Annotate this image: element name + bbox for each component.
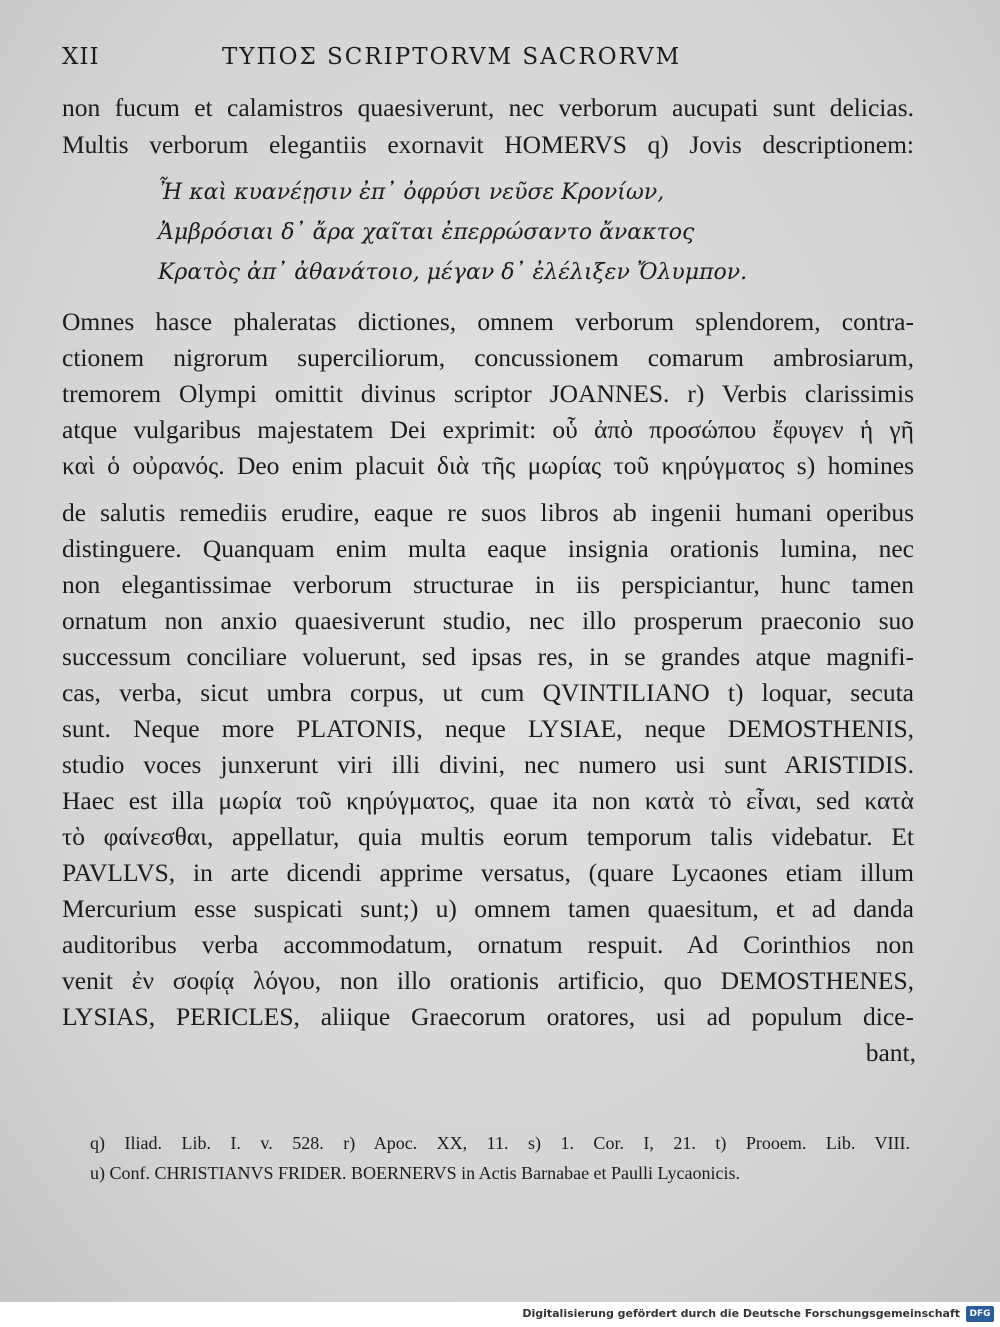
dfg-logo-icon: DFG — [966, 1306, 994, 1322]
body-line: LYSIAS, PERICLES, aliique Graecorum oratores, usi ad populum dice- — [62, 1002, 914, 1031]
body-line: tremorem Olympi omittit divinus scriptor JOANNES. r) Verbis clarissimis — [62, 379, 914, 408]
body-line: καὶ ὁ οὐρανός. Deo enim placuit διὰ τῆς μωρίας τοῦ κηρύγματος s) homines — [62, 451, 914, 480]
credit-bar — [0, 1302, 1000, 1327]
verse-line: Κρατὸς ἀπ᾽ ἀθανάτοιο, μέγαν δ᾽ ἐλέλιξεν Ὄλυμπον. — [158, 260, 748, 285]
verse-line: Ἀμβρόσιαι δ᾽ ἄρα χαῖται ἐπερρώσαντο ἄνακτος — [158, 220, 695, 245]
body-line: ctionem nigrorum superciliorum, concussionem comarum ambrosiarum, — [62, 343, 914, 372]
body-line: atque vulgaribus majestatem Dei exprimit: οὗ ἀπὸ προσώπου ἔφυγεν ἡ γῆ — [62, 415, 914, 444]
page-number: XII — [62, 44, 100, 70]
page-header — [62, 44, 920, 80]
body-line: Multis verborum elegantiis exornavit HOMERVS q) Jovis descriptionem: — [62, 130, 914, 159]
body-line: τὸ φαίνεσθαι, appellatur, quia multis eorum temporum talis videbatur. Et — [62, 822, 914, 851]
body-line: Mercurium esse suspicati sunt;) u) omnem tamen quaesitum, et ad danda — [62, 894, 914, 923]
body-line: distinguere. Quanquam enim multa eaque insignia orationis lumina, nec — [62, 534, 914, 563]
body-line: ornatum non anxio quaesiverunt studio, nec illo prosperum praeconio suo — [62, 606, 914, 635]
body-line: non fucum et calamistros quaesiverunt, nec verborum aucupati sunt delicias. — [62, 93, 914, 122]
body-line: Omnes hasce phaleratas dictiones, omnem verborum splendorem, contra- — [62, 307, 914, 336]
body-line: non elegantissimae verborum structurae in iis perspiciantur, hunc tamen — [62, 570, 914, 599]
footnote-line: u) Conf. CHRISTIANVS FRIDER. BOERNERVS in Actis Barnabae et Paulli Lycaonicis. — [90, 1163, 741, 1183]
body-line: PAVLLVS, in arte dicendi apprime versatus, (quare Lycaones etiam illum — [62, 858, 914, 887]
body-line: venit ἐν σοφίᾳ λόγου, non illo orationis artificio, quo DEMOSTHENES, — [62, 966, 914, 995]
body-line: de salutis remediis erudire, eaque re suos libros ab ingenii humani operibus — [62, 498, 914, 527]
body-line: sunt. Neque more PLATONIS, neque LYSIAE, neque DEMOSTHENIS, — [62, 714, 914, 743]
credit-text: Digitalisierung gefördert durch die Deutsche Forschungsgemeinschaft — [522, 1307, 960, 1320]
body-line: studio voces junxerunt viri illi divini, nec numero usi sunt ARISTIDIS. — [62, 750, 914, 779]
body-line: cas, verba, sicut umbra corpus, ut cum QVINTILIANO t) loquar, secuta — [62, 678, 914, 707]
footnote-line: q) Iliad. Lib. I. v. 528. r) Apoc. XX, 11. s) 1. Cor. I, 21. t) Prooem. Lib. VIII. — [90, 1133, 910, 1153]
catchword: bant, — [865, 1038, 916, 1067]
running-head: ΤΥΠΟΣ SCRIPTORVM SACRORVM — [222, 44, 682, 70]
verse-line: Ἦ καὶ κυανέῃσιν ἐπ᾽ ὀφρύσι νεῦσε Κρονίων, — [158, 180, 665, 205]
body-line: successum conciliare voluerunt, sed ipsas res, in se grandes atque magnifi- — [62, 642, 914, 671]
body-line: Haec est illa μωρία τοῦ κηρύγματος, quae ita non κατὰ τὸ εἶναι, sed κατὰ — [62, 786, 914, 815]
body-line: auditoribus verba accommodatum, ornatum respuit. Ad Corinthios non — [62, 930, 914, 959]
